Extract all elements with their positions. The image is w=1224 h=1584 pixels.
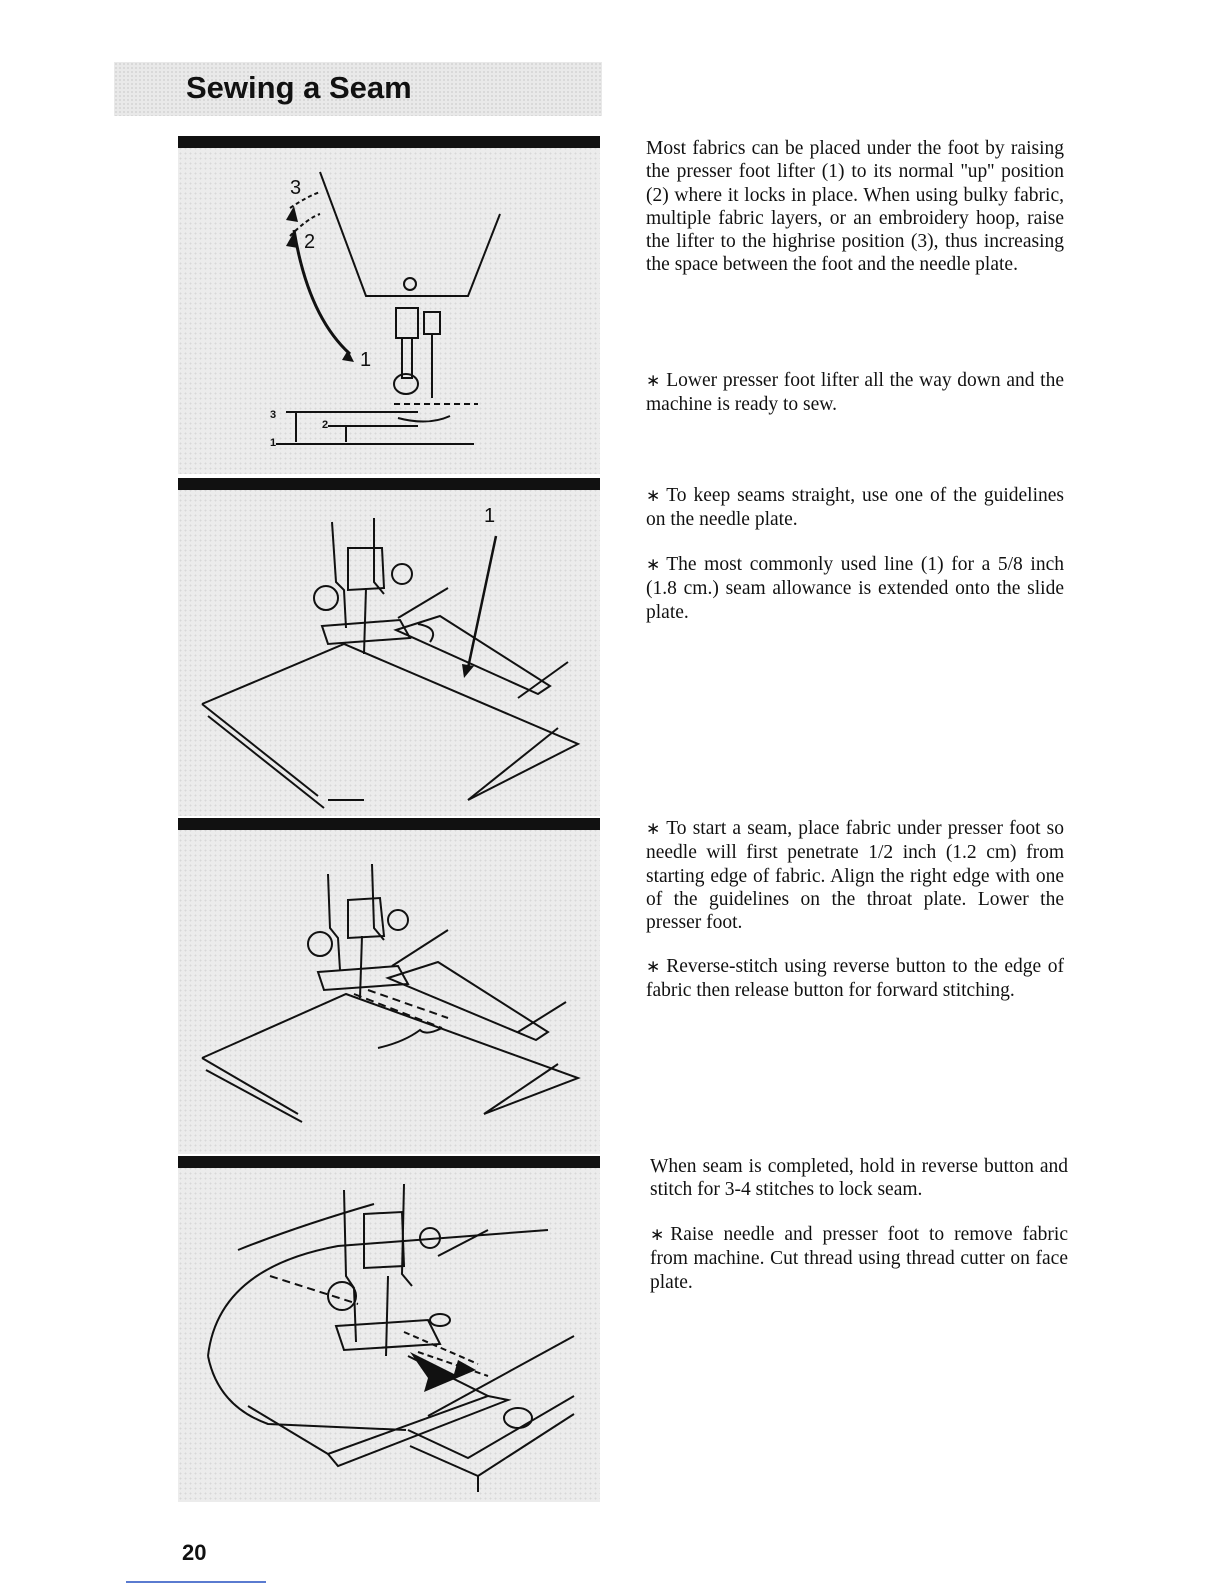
label-guideline: 1 xyxy=(484,505,496,527)
figure-finish-seam xyxy=(178,1156,600,1502)
paragraph-lock-seam xyxy=(650,1155,1068,1202)
label-lift-high: 3 xyxy=(290,177,302,199)
lifter-illustration xyxy=(178,136,600,474)
label-gap-base: 1 xyxy=(270,437,277,449)
bullet-asterisk: ∗ xyxy=(646,819,661,839)
paragraph-common-line xyxy=(646,553,1064,624)
guideline-illustration xyxy=(178,478,600,816)
bullet-asterisk: ∗ xyxy=(646,371,661,391)
paragraph-text: To start a seam, place fabric under presser foot so needle will first penetrate 1/2 inch (1.2 cm) from starting edge of fabric. Align the right edge with one of the guidelines on the throat plate. Lower the presser foot. xyxy=(646,818,1064,934)
finish-seam-illustration xyxy=(178,1156,600,1502)
start-seam-illustration xyxy=(178,818,600,1154)
paragraph-reverse-stitch xyxy=(646,955,1064,1003)
paragraph-text: Raise needle and presser foot to remove fabric from machine. Cut thread using thread cutter on face plate. xyxy=(650,1224,1068,1293)
bullet-asterisk: ∗ xyxy=(646,555,661,575)
label-gap-normal: 2 xyxy=(322,419,329,431)
paragraph-text: When seam is completed, hold in reverse button and stitch for 3-4 stitches to lock seam. xyxy=(650,1156,1068,1201)
paragraph-text: Most fabrics can be placed under the foot by raising the presser foot lifter (1) to its normal ''up'' position (2) where it locks in place. When using bulky fabric, multiple fabric layers, or an embroidery hoop, raise the lifter to the highrise position (3), thus increasing the space between the foot and the needle plate. xyxy=(646,138,1064,276)
footer-rule xyxy=(126,1581,266,1583)
paragraph-lower-lifter xyxy=(646,369,1064,417)
label-gap-high: 3 xyxy=(270,409,277,421)
page-title: Sewing a Seam xyxy=(186,70,412,105)
bullet-asterisk: ∗ xyxy=(646,486,661,506)
bullet-asterisk: ∗ xyxy=(646,957,661,977)
bullet-asterisk: ∗ xyxy=(650,1225,665,1245)
paragraph-start-seam xyxy=(646,817,1064,934)
label-lifter: 1 xyxy=(360,349,372,371)
paragraph-text: To keep seams straight, use one of the guidelines on the needle plate. xyxy=(646,485,1064,531)
paragraph-straight-seams xyxy=(646,484,1064,532)
paragraph-text: Lower presser foot lifter all the way down and the machine is ready to sew. xyxy=(646,370,1064,416)
paragraph-remove-fabric xyxy=(650,1223,1068,1294)
figure-seam-guideline xyxy=(178,478,600,816)
page-number: 20 xyxy=(182,1540,207,1565)
figure-start-seam xyxy=(178,818,600,1154)
paragraph-lifter-positions xyxy=(646,137,1064,277)
label-lift-normal: 2 xyxy=(304,231,316,253)
paragraph-text: Reverse-stitch using reverse button to the edge of fabric then release button for forward stitching. xyxy=(646,956,1064,1002)
figure-presser-foot-lifter xyxy=(178,136,600,474)
paragraph-text: The most commonly used line (1) for a 5/8 inch (1.8 cm.) seam allowance is extended onto the slide plate. xyxy=(646,554,1064,623)
